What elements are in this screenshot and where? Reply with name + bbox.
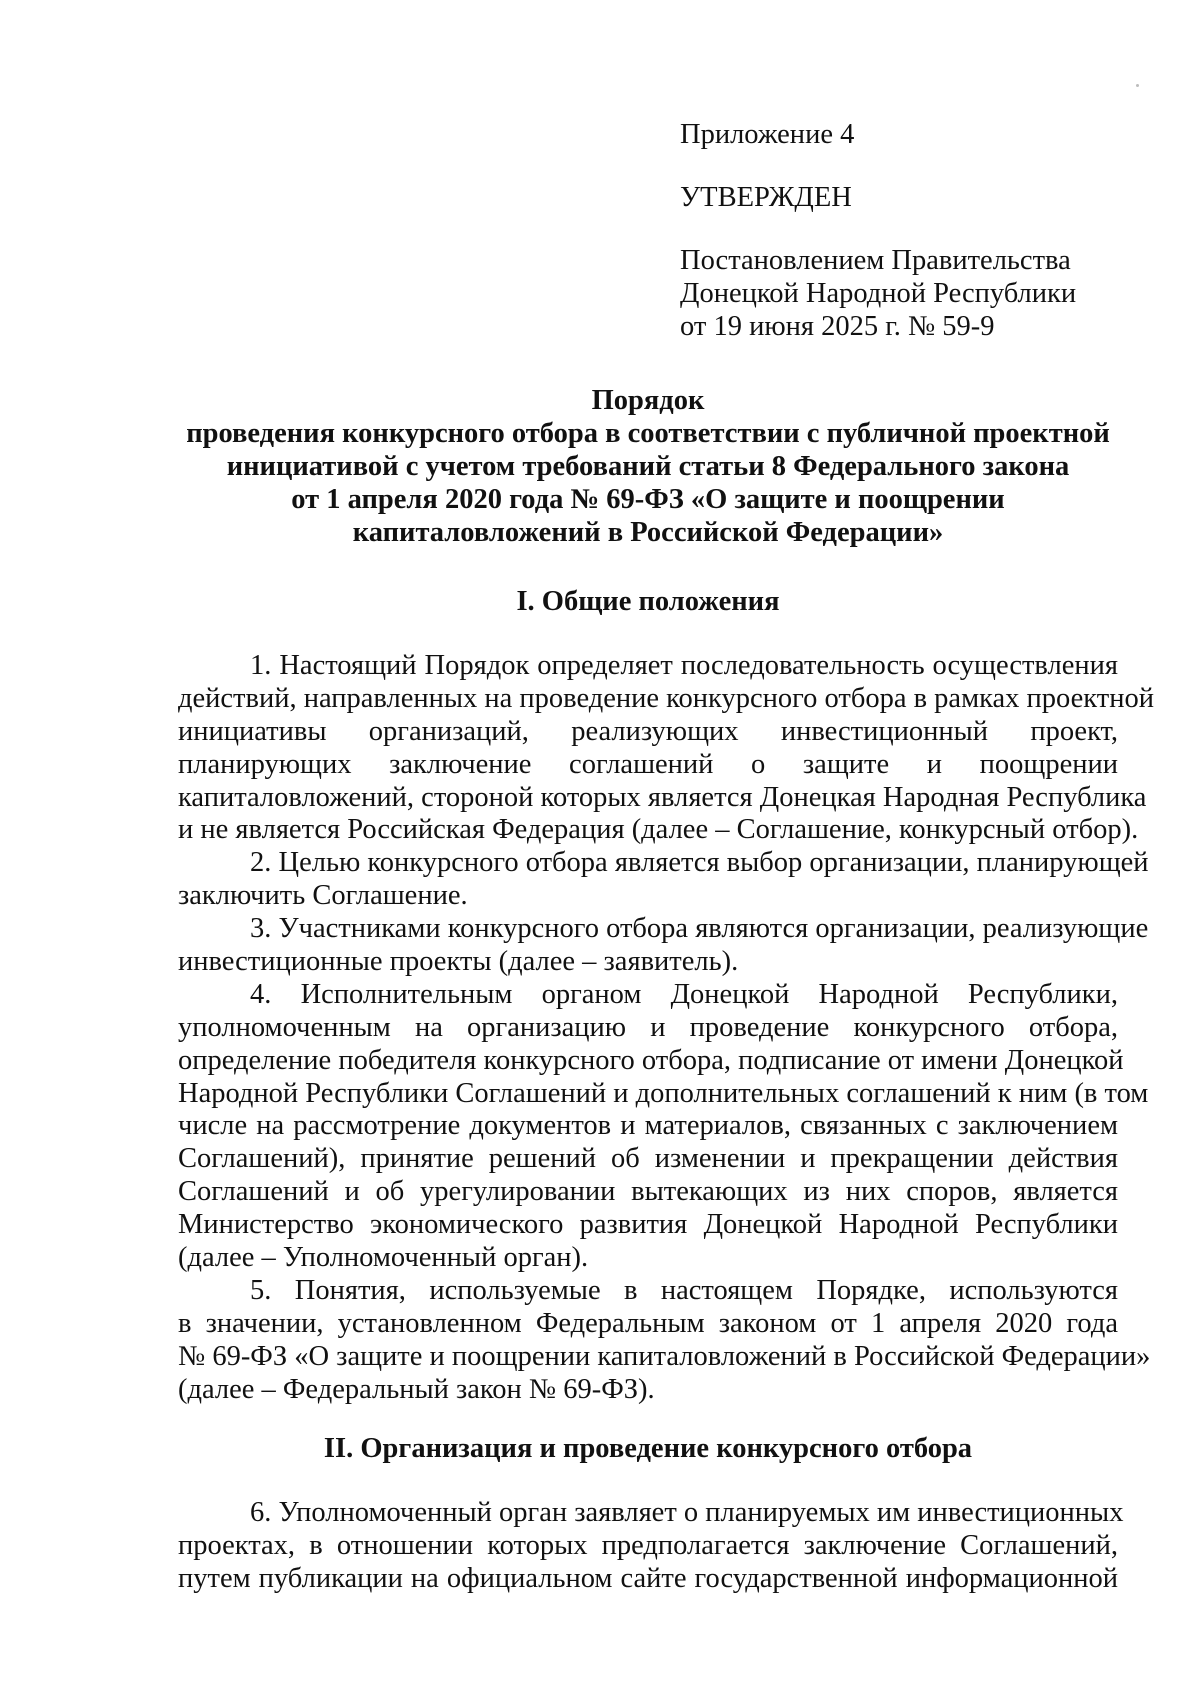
decree-line: Донецкой Народной Республики xyxy=(680,278,1077,309)
paragraph-line: 5. Понятия, используемые в настоящем Порядке, используются xyxy=(250,1274,1118,1306)
paragraph-line: в значении, установленном Федеральным законом от 1 апреля 2020 года xyxy=(178,1307,1118,1339)
paragraph-line: 3. Участниками конкурсного отбора являются организации, реализующие xyxy=(250,913,1149,945)
title-line: инициативой с учетом требований статьи 8 Федерального закона xyxy=(226,451,1070,482)
section-heading: II. Организация и проведение конкурсного отбора xyxy=(323,1433,973,1464)
paragraph-line: инициативы организаций, реализующих инвестиционный проект, xyxy=(178,715,1118,747)
approved-label: УТВЕРЖДЕН xyxy=(680,182,852,213)
paragraph-line: (далее – Федеральный закон № 69-ФЗ). xyxy=(178,1373,655,1405)
paragraph-line: Народной Республики Соглашений и дополнительных соглашений к ним (в том xyxy=(178,1077,1149,1109)
paragraph-line: инвестиционные проекты (далее – заявитель). xyxy=(178,946,739,978)
paragraph-line: Соглашений), принятие решений об изменении и прекращении действия xyxy=(178,1143,1118,1175)
paragraph-line: путем публикации на официальном сайте государственной информационной xyxy=(178,1562,1118,1594)
title-line: проведения конкурсного отбора в соответствии с публичной проектной xyxy=(186,418,1110,449)
title-line: капиталовложений в Российской Федерации» xyxy=(352,517,944,548)
appendix-label: Приложение 4 xyxy=(680,119,855,150)
paragraph-line: проектах, в отношении которых предполагается заключение Соглашений, xyxy=(178,1529,1118,1561)
paragraph-line: № 69-ФЗ «О защите и поощрении капиталовложений в Российской Федерации» xyxy=(178,1340,1151,1372)
section-heading: I. Общие положения xyxy=(516,586,780,617)
paragraph-line: капиталовложений, стороной которых является Донецкая Народная Республика xyxy=(178,781,1147,813)
decree-line: от 19 июня 2025 г. № 59-9 xyxy=(680,311,995,342)
section-1-body xyxy=(178,650,1154,1406)
paragraph-line: (далее – Уполномоченный орган). xyxy=(178,1242,589,1274)
paragraph-line: Соглашений и об урегулировании вытекающих из них споров, является xyxy=(178,1176,1118,1208)
paragraph-line: 1. Настоящий Порядок определяет последовательность осуществления xyxy=(250,650,1118,681)
section-2-body xyxy=(178,1497,1124,1596)
decree-line: Постановлением Правительства xyxy=(680,245,1071,276)
paragraph-line: Министерство экономического развития Донецкой Народной Республики xyxy=(178,1209,1118,1241)
paragraph-line: планирующих заключение соглашений о защите и поощрении xyxy=(178,748,1118,780)
approval-stamp-block xyxy=(680,118,1160,343)
paragraph-line: заключить Соглашение. xyxy=(178,880,468,912)
paragraph-line: числе на рассмотрение документов и материалов, связанных с заключением xyxy=(178,1110,1118,1142)
title-line: от 1 апреля 2020 года № 69-ФЗ «О защите и поощрении xyxy=(291,484,1005,515)
paragraph-line: действий, направленных на проведение конкурсного отбора в рамках проектной xyxy=(178,682,1154,714)
scan-dot xyxy=(1136,84,1139,87)
paragraph-line: 2. Целью конкурсного отбора является выбор организации, планирующей xyxy=(250,847,1149,879)
title-line: Порядок xyxy=(591,385,705,416)
paragraph-line: 4. Исполнительным органом Донецкой Народной Республики, xyxy=(250,978,1118,1010)
paragraph-line: определение победителя конкурсного отбора, подписание от имени Донецкой xyxy=(178,1044,1124,1076)
paragraph-line: уполномоченным на организацию и проведение конкурсного отбора, xyxy=(178,1011,1118,1043)
document-title xyxy=(178,384,1118,549)
paragraph-line: 6. Уполномоченный орган заявляет о планируемых им инвестиционных xyxy=(250,1497,1124,1528)
paragraph-line: и не является Российская Федерация (далее – Соглашение, конкурсный отбор). xyxy=(178,814,1139,846)
